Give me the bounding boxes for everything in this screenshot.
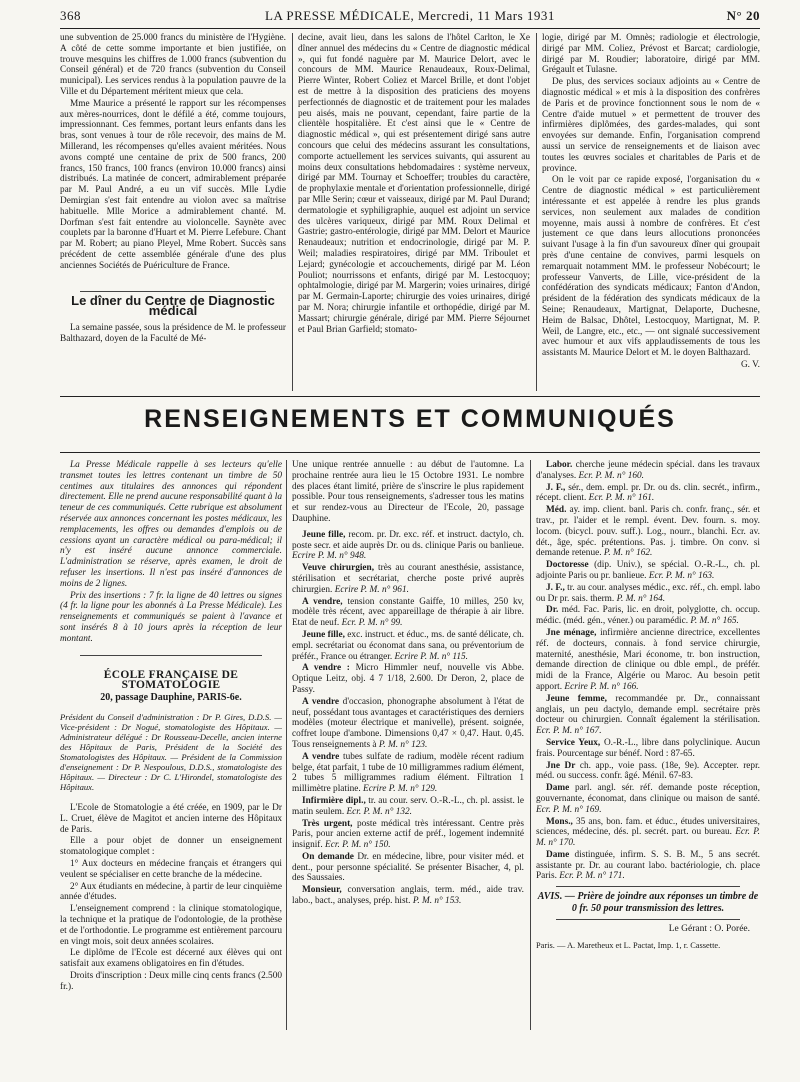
classified-ad — [536, 605, 760, 627]
classified-ad-heading: Dr. — [546, 605, 559, 616]
school-heading: ÉCOLE FRANÇAISE DE STOMATOLOGIE — [103, 668, 239, 692]
running-header — [60, 8, 760, 28]
classified-ad-heading: Infirmière dipl., — [302, 795, 366, 806]
classified-ad-heading: J. F., — [546, 582, 565, 593]
classified-ad — [292, 752, 524, 795]
classified-ad-text: O.-R.-L., libre dans polyclinique. Aucun frais. Pourcentage sur bénéf. Nord : 87-65. — [536, 737, 760, 759]
classified-ad-reference: Ecr. P. M. n° 161. — [586, 493, 655, 504]
paragraph: Droits d'inscription : Deux mille cinq cents francs (2.500 fr.). — [60, 970, 282, 992]
classified-ads-list — [536, 460, 760, 882]
paragraph: Mme Maurice a présenté le rapport sur les récompenses aux mères-nourrices, dont le défilé a été, comme toujours, impressionnant. Ces femmes, portant leurs enfants dans les bras, sont venues à tour de rôle recevoir, des mains de M. Millerand, les récompenses qu'elles avaient méritées. Nous avons compté une centaine de prix de 500 francs, 200 francs, 150 francs, 100 francs (environ 10.000 francs) ainsi distribués. La matinée de concert, admirablement préparée par M. Paul André, a eu un vif succès. Mlle Lydie Demirgian s'est fait entendre au violon avec sa maîtrise habituelle. Mlle Morice a admirablement chanté. M. Dorfman s'est fait entendre au violoncelle. Saynète avec couplets par la baronne d'Huart et M. Pierre Lefebure. Chant par M. Robert; au piano Pleyel, Mme Robert. Succès sans précédent de cette assemblée générale d'une des plus anciennes Sociétés de Puériculture de France. — [60, 98, 286, 271]
classified-ad — [536, 460, 760, 482]
classified-ad-reference: Ecr. P. M. n° 170. — [536, 827, 760, 849]
classified-ad-text: ch. app., voie pass. (18e, 9e). Accepter. repr. méd. ou success. confr. âgé. Ménil. 67-83. — [536, 760, 760, 782]
classified-ad — [292, 796, 524, 818]
bottom-column-1 — [60, 460, 282, 1070]
classified-ad-text: poste médical très intéressant. Centre près Paris, pour ancien externe actif de préf., logement indemnité insignif. — [292, 818, 524, 851]
paragraph: L'enseignement comprend : la clinique stomatologique, la technique et la pratique de l'odontologie, de la prothèse et de l'orthodontie. Le programme est entièrement parcouru en vingt mois, soit deux années scolaires. — [60, 904, 282, 947]
classified-ad-reference: Ecr. P. M. n° 169. — [536, 804, 602, 815]
classified-ad-heading: Très urgent, — [302, 818, 353, 829]
header-rule — [60, 28, 760, 29]
classified-ad-heading: Jeune fille, — [302, 529, 346, 540]
avis-notice: AVIS. — Prière de joindre aux réponses un timbre de 0 fr. 50 pour transmission des lettres. — [537, 891, 759, 915]
classified-ad — [536, 628, 760, 693]
classified-ad-text: conversation anglais, term. méd., aide trav. labo., bact., analyses, prép. hist. — [292, 885, 524, 907]
notice-paragraph: Prix des insertions : 7 fr. la ligne de 40 lettres ou signes (4 fr. la ligne pour les abonnés à La Presse Médicale). Les renseignements et communiqués se paient à l'avance et sont insérés 8 à 10 jours après la réception de leur montant. — [60, 590, 282, 644]
classified-ad — [292, 663, 524, 695]
classified-ad-heading: A vendre : — [302, 663, 350, 674]
paragraph: De plus, des services sociaux adjoints au « Centre de diagnostic médical » et mis à la disposition des confrères de Paris et de province fonctionnent sous le nom de « Centre d'aide mutuel » et permettent de trouver des infirmières diplômées, des gardes-malades, qui sont envoyées sur demande. Enfin, l'organisation comprend aussi un service de renseignements et de liaison avec toutes les œuvres sociales et charitables de Paris et de province. — [542, 77, 760, 174]
classified-ad-reference: Ecrire P. M. n° 115. — [392, 651, 469, 662]
page-number: 368 — [60, 8, 81, 23]
paragraph: une subvention de 25.000 francs du ministère de l'Hygiène. A côté de cette somme importante et bien justifiée, on trouve mesquins les chiffres de 1.000 francs (subvention du Conseil général) et de 720 francs (subvention du Conseil municipal). Les services rendus à la population pauvre de la Ville et du Département méritent mieux que cela. — [60, 33, 286, 97]
classified-ad-text: méd. Fac. Paris, lic. en droit, polyglotte, ch. occup. médic. (méd. gén., véner.) ou paramédic. — [536, 605, 760, 627]
classified-ad-heading: A vendre — [302, 751, 340, 762]
classified-ad-text: ay. imp. client. banl. Paris ch. confr. franç., sér. et trav., pr. l'aider et le rempl. évent. Dev. fourn. s. moy. locom. (bicycl. pouv. suff.). Log., nourr., blanchi. Ecr. av. dét., âge, spéc. prétentions. Pas. j. timbre. On conv. si demande retenue. — [536, 505, 760, 559]
classified-ad-text: (dip. Univ.), se spécial. O.-R.-L., ch. pl. adjointe Paris ou pr. banlieue. — [536, 560, 760, 581]
classified-ad — [536, 505, 760, 559]
classified-ad — [292, 819, 524, 851]
classified-ads-list — [292, 530, 524, 907]
classified-ad — [536, 783, 760, 815]
classified-ad-text: sér., dem. empl. pr. Dr. ou ds. clin. secrét., infirm., récept. client. — [536, 482, 760, 504]
classified-ad-reference: P. M. n° 153. — [410, 896, 462, 907]
paragraph: 2° Aux étudiants en médecine, à partir de leur cinquième année d'études. — [60, 881, 282, 903]
classified-ad-reference: Ecr. P. M. n° 150. — [322, 840, 391, 851]
classified-ad-text: très au courant anesthésie, assistance, stérilisation et secrétariat, cherche poste privé auprès chirurgien. — [292, 563, 524, 595]
classified-ad-reference: Ecrire P. M. n° 166. — [562, 681, 639, 692]
classified-ad-text: tr. au cour. serv. O.-R.-L., ch. pl. assist. le matin seulem. — [292, 795, 524, 817]
classified-ad — [536, 483, 760, 505]
classified-ad-heading: Monsieur, — [302, 885, 342, 896]
journal-title-date: LA PRESSE MÉDICALE, Mercredi, 11 Mars 1931 — [265, 8, 555, 23]
classified-ad — [292, 563, 524, 595]
classified-ad-heading: On demande — [302, 851, 354, 862]
classified-ad-heading: Méd. — [546, 505, 567, 516]
classified-ad-text: tension constante Gaiffe, 10 milles, 250 kv, modèle très récent, avec appareillage de thérapie à air libre. Etat de neuf. — [292, 596, 524, 629]
classified-ad — [292, 597, 524, 629]
classified-ad-heading: Jeune fille, — [302, 629, 345, 640]
classified-ad-heading: A vendre, — [302, 596, 343, 607]
classified-ad-reference: P. M. n° 165. — [688, 616, 739, 627]
classified-ad-heading: Mons., — [546, 816, 573, 827]
officers-list: Président du Conseil d'administration : Dr P. Gires, D.D.S. — Vice-président : Dr Nogué, stomatologiste des Hôpitaux. — Administrateur délégué : Dr Rousseau-Decelle, ancien interne des Hôpitaux de Paris, Président de la Société des Stomatologistes des Hôpitaux. — Président de la Commission d'enseignement : Dr P. Nespoulous, D.D.S., stomatologiste des Hôpitaux. — Directeur : Dr C. L'Hirondel, stomatologiste des Hôpitaux. — [60, 711, 282, 792]
classified-ad-text: exc. instruct. et éduc., ms. de santé délicate, ch. empl. secrétariat ou économat dans sana, ou préventorium de préfér., France ou étranger. — [292, 629, 524, 662]
classified-ad-reference: Ecrire P. M. n° 961. — [332, 584, 409, 595]
classified-ad-text: infirmière ancienne directrice, excellentes réf. de docteurs, connais. à fond service chirurgie, maternité, anesthésie, Mari économe, tr. bon instruction, demande direction de clinique ou dble empl., de préfér. midi de la France, Algérie ou Maroc. Au besoin petit apport. — [536, 627, 760, 692]
column-divider — [286, 460, 287, 1030]
column-divider — [536, 33, 537, 391]
classified-ad-heading: Dame — [546, 849, 570, 860]
classified-ad-reference: Ecrire P. M. n° 948. — [292, 551, 367, 562]
paragraph: L'Ecole de Stomatologie a été créée, en 1909, par le Dr L. Cruet, élève de Magitot et ancien interne des Hôpitaux de Paris. — [60, 802, 282, 835]
bottom-column-3 — [536, 460, 760, 1070]
classified-ad-text: tubes sulfate de radium, modèle récent radium belge, état parfait, 1 tube de 10 milligrammes radium élément, 2 tubes 5 milligrammes radium élément. Filtration 1 millimètre platine. — [292, 751, 524, 795]
paragraph: On le voit par ce rapide exposé, l'organisation du « Centre de diagnostic médical » est particulièrement intéressante et est appelée à rendre les plus grands services, non seulement aux malades de condition moyenne, mais aussi à nombre de confrères. Et c'est justement ce que dans leurs allocutions prononcées suivant l'usage à la fin d'un savoureux dîner qui groupait près d'une centaine de convives, parmi lesquels on remarquait notamment MM. le professeur Nobécourt; le professeur Vanverts, de Lille, vice-président de la confédération des syndicats médicaux; Fanton d'Andon, président de la fédération des syndicats médicaux de la Seine; Renaudeaux, Martignat, Delaporte, Duchesne, Heim de Balsac, Dhôtel, Lestocquoy, Martignat, M. P. Weil, de Langre, etc., etc., — ont signalé successivement avec humour et aux vifs applaudissements de tous les assistants M. Maurice Delort et M. le doyen Balthazard. — [542, 175, 760, 359]
classified-ad-reference: Ecr. P. M. n° 132. — [344, 806, 413, 817]
classified-ad-heading: Dame — [546, 783, 570, 794]
top-column-1 — [60, 33, 286, 391]
classified-ad-text: recommandée pr. Dr., connaissant anglais, un peu dactylo, demande empl. secrétaire près docteur ou chirurgien. Connaît également la stérilisation. — [536, 693, 760, 726]
classified-ad-heading: Jne Dr — [546, 760, 576, 771]
classified-ad-heading: Labor. — [546, 460, 573, 470]
classified-ad — [536, 560, 760, 582]
classified-ad — [536, 694, 760, 737]
classified-ad — [536, 761, 760, 783]
classified-ad-reference: Ecr. P. M. n° 163. — [646, 570, 715, 581]
classified-ad — [536, 817, 760, 849]
classified-ad-heading: Service Yeux, — [546, 737, 601, 748]
paragraph: Elle a pour objet de donner un enseignement stomatologique complet : — [60, 836, 282, 858]
section-title: RENSEIGNEMENTS ET COMMUNIQUÉS — [144, 405, 676, 433]
classified-ad-heading: J. F., — [546, 482, 566, 493]
classified-ad-heading: Veuve chirurgien, — [302, 563, 375, 574]
classified-ad — [292, 852, 524, 884]
section-rule — [60, 452, 760, 453]
section-rule — [60, 396, 760, 397]
classified-ad-reference: Ecrire P. M. n° 129. — [360, 784, 438, 795]
column-divider — [292, 33, 293, 391]
classified-ad — [292, 697, 524, 751]
classified-ad — [536, 583, 760, 605]
school-address: 20, passage Dauphine, PARIS-6e. — [100, 692, 242, 704]
classified-ad-text: tr. au cour. analyses médic., exc. réf., ch. empl. labo ou Dr pr. sais. therm. — [536, 582, 760, 604]
classified-ad-reference: Ecr. P. M. n° 167. — [536, 726, 602, 737]
classified-ad-text: d'occasion, phonographe absolument à l'état de neuf, possédant tous avantages et caractéristiques des derniers modèles (moteur électrique et manivelle), présent. soignée, coffret loupe d'ambone. Dimensions 0,47 × 0,47. Haut. 0,45. Tous renseignements à — [292, 696, 524, 750]
classified-ad — [292, 885, 524, 907]
classified-ad — [536, 850, 760, 882]
classified-ad-reference: Ecr. P. M. n° 171. — [556, 871, 625, 882]
classified-ad-text: distinguée, infirm. S. S. B. M., 5 ans secrét. assistante pr. Dr. au courant labo. bactériologie, ch. place Paris. — [536, 849, 760, 882]
printer-line: Paris. — A. Maretheux et L. Pactat, Imp. 1, r. Cassette. — [536, 941, 721, 951]
paragraph: Une unique rentrée annuelle : au début de l'automne. La prochaine rentrée aura lieu le 15 Octobre 1931. Le nombre des places étant limité, prière de s'inscrire le plus rapidement possible. Pour tous renseignements, s'adresser tous les matins et sur rendez-vous au Directeur de l'Ecole, 20, passage Dauphine. — [292, 460, 524, 524]
notice-paragraph: La Presse Médicale rappelle à ses lecteurs qu'elle transmet toutes les lettres contenant un timbre de 50 centimes aux titulaires des annonces qui répondent directement. Elle ne prend aucune responsabilité quant à la teneur de ces communiqués. Cette rubrique est absolument réservée aux annonces concernant les postes médicaux, les remplacements, les offres ou demandes d'emplois ou de cessions ayant un caractère médical ou para-médical; il n'y est inséré aucune annonce commerciale. L'administration se réserve, après examen, le droit de refuser les insertions. Il n'est pas inséré d'annonces de moins de 2 lignes. — [60, 460, 282, 589]
bottom-column-2 — [292, 460, 524, 1070]
section-heading: Le dîner du Centre de Diagnostic médical — [71, 292, 275, 319]
classified-ad-text: Dr. en médecine, libre, pour visiter méd. et dent., pour personne spécialité. Se présenter Bisacher, 4, pl. des Saussaies. — [292, 851, 524, 884]
classified-ad — [536, 738, 760, 760]
top-column-3 — [542, 33, 760, 391]
classified-ad-reference: Ecr. P. M. n° 99. — [339, 618, 403, 629]
classified-ad-reference: P. M. n° 164. — [614, 593, 666, 604]
classified-ad — [292, 530, 524, 562]
classified-ad — [292, 630, 524, 662]
classified-ad-heading: Jeune femme, — [546, 693, 607, 704]
top-column-2 — [298, 33, 530, 391]
classified-ad-text: 35 ans, bon. fam. et éduc., études universitaires, sciences, médecine, dés. pl. secrét. part. ou bureau. — [536, 816, 760, 838]
column-divider — [530, 460, 531, 1030]
paragraph: Le diplôme de l'Ecole est décerné aux élèves qui ont satisfait aux examens obligatoires en fin d'études. — [60, 948, 282, 970]
classified-ad-heading: A vendre — [302, 696, 340, 707]
classified-ad-reference: Ecr. P. M. n° 160. — [576, 470, 645, 481]
paragraph: 1° Aux docteurs en médecine français et étrangers qui veulent se spécialiser en cette branche de la médecine. — [60, 858, 282, 880]
classified-ad-heading: Doctoresse — [546, 560, 589, 571]
gerant-line: Le Gérant : O. Porée. — [668, 924, 750, 935]
classified-ad-text: Micro Himmler neuf, nouvelle vis Abbe. Optique Leitz, obj. 4 7 1/18, 2.600. Dr Deron, 2, place de Passy. — [292, 663, 524, 695]
classified-ad-reference: P. M. n° 162. — [601, 548, 653, 559]
classified-ad-reference: P. M. n° 123. — [376, 739, 428, 750]
signature-initials: G. V. — [740, 359, 760, 370]
classified-ad-text: cherche jeune médecin spécial. dans les travaux d'analyses. — [536, 460, 760, 481]
paragraph: decine, avait lieu, dans les salons de l'hôtel Carlton, le Xe dîner annuel des médecins du « Centre de diagnostic médical », qui fut fondé naguère par M. Maurice Delort, avec le concours de MM. Maurice Renaudeaux, Roux-Delimal, Pierre Winter, Robert Coliez et Marcel Brille, et dont l'objet est de mettre à la disposition des praticiens des moyens perfectionnés de diagnostic et de traitement pour les malades peu aisés, mais ne pouvant, cependant, faire partie de la clientèle hospitalière. Et c'est ainsi que le « Centre de diagnostic médical », qui est présentement dirigé sans autre concours que celui des médecins assurant les consultations, comporte actuellement les services suivants, qui assurent au moins deux consultations hebdomadaires : système nerveux, dirigé par MM. Tournay et Schoeffer; troubles du caractère, de prophylaxie mentale et d'orientation professionnelle, dirigé par Mlle Serin; cœur et vaisseaux, dirigé par M. Paul Durand; dermatologie et syphiligraphie, auquel est adjoint un service des ulcères variqueux, dirigé par MM. Roux Delimal et Gastrie; gastro-entérologie, dirigé par MM. Delort et Maurice Renaudeaux; nutrition et endocrinologie, dirigé par M. P. Weil; maladies respiratoires, dirigé par MM. Triboulet et Lejard; gynécologie et accouchements, dirigé par M. Léon Pouliot; nourrissons et enfants, dirigé par M. Lestocquoy; ophtalmologie, dirigé par M. Margerin; voies urinaires, dirigé par M. Germain-Laporte; chirurgie des voies urinaires, dirigé par M. Nora; chirurgie infantile et orthopédie, dirigé par M. Massart; chirurgie générale, dirigé par MM. Pierre Séjournet et Paul Brian Garfield; stomato- — [298, 33, 530, 335]
issue-number: N° 20 — [726, 8, 760, 23]
classified-ad-heading: Jne ménage, — [546, 627, 597, 638]
classified-ad-text: recom. pr. Dr. exc. réf. et instruct. dactylo, ch. poste secr. et aide auprès Dr. ou ds. clinique Paris ou banlieue. — [292, 529, 524, 551]
paragraph: logie, dirigé par M. Omnès; radiologie et électrologie, dirigé par MM. Coliez, Prévost et Barcat; cardiologie, dirigé par M. Roudier; laboratoire, dirigé par MM. Grégault et Tulasne. — [542, 33, 760, 76]
paragraph: La semaine passée, sous la présidence de M. le professeur Balthazard, doyen de la Faculté de Mé- — [60, 323, 286, 344]
classified-ad-text: parl. angl. sér. réf. demande poste réception, gouvernante, économat, dans clinique ou maison de santé. — [536, 783, 760, 804]
